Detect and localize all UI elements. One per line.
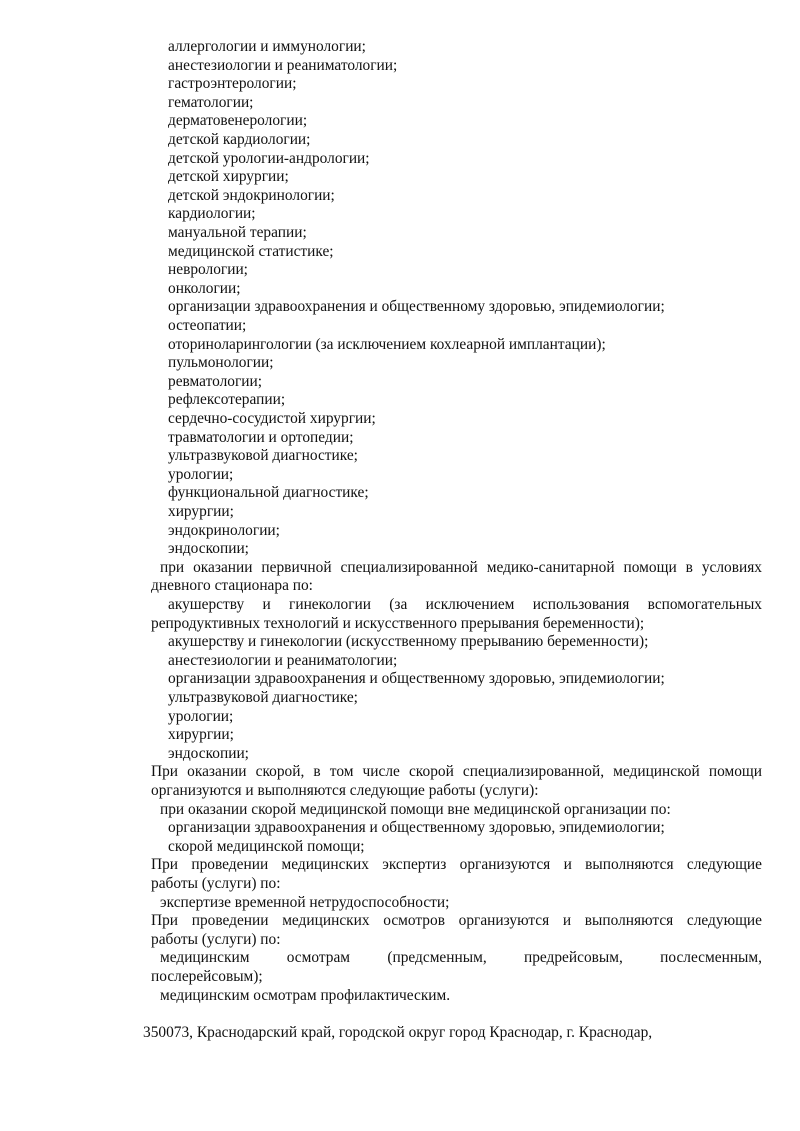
emergency-subheading: при оказании скорой медицинской помощи вне медицинской организации по: bbox=[160, 800, 671, 818]
list-item: хирургии; bbox=[168, 726, 234, 744]
list-item: гастроэнтерологии; bbox=[168, 75, 297, 93]
list-item: экспертизе временной нетрудоспособности; bbox=[160, 893, 450, 911]
list-item: хирургии; bbox=[168, 503, 234, 520]
list-item: медицинским осмотрам профилактическим. bbox=[160, 986, 451, 1004]
list-item: эндокринологии; bbox=[168, 521, 280, 539]
list-item: анестезиологии и реаниматологии; bbox=[168, 56, 398, 74]
list-item: урологии; bbox=[168, 465, 234, 483]
list-item: оториноларингологии (за исключением кохлеарной имплантации); bbox=[168, 335, 606, 353]
expertise-heading: При проведении медицинских экспертиз организуются и выполняются следующие bbox=[151, 856, 762, 874]
list-item: эндоскопии; bbox=[168, 540, 249, 558]
list-item: детской хирургии; bbox=[168, 168, 289, 186]
list-item: акушерству и гинекологии (искусственному прерыванию беременности); bbox=[168, 633, 649, 651]
list-item: эндоскопии; bbox=[168, 744, 249, 762]
list-item: ревматологии; bbox=[168, 372, 263, 390]
address-footer: 350073, Краснодарский край, городской округ город Краснодар, г. Краснодар, bbox=[143, 1024, 653, 1041]
list-item: организации здравоохранения и общественному здоровью, эпидемиологии; bbox=[168, 670, 665, 688]
list-item: аллергологии и иммунологии; bbox=[168, 38, 366, 55]
list-item: кардиологии; bbox=[168, 205, 256, 223]
list-item: пульмонологии; bbox=[168, 354, 274, 372]
list-item-cont: репродуктивных технологий и искусственного прерывания беременности); bbox=[151, 614, 645, 632]
list-item: скорой медицинской помощи; bbox=[168, 837, 365, 855]
exams-heading: При проведении медицинских осмотров организуются и выполняются следующие bbox=[151, 912, 762, 930]
list-item: организации здравоохранения и общественному здоровью, эпидемиологии; bbox=[168, 819, 665, 837]
list-item: урологии; bbox=[168, 707, 234, 725]
list-item: остеопатии; bbox=[168, 317, 247, 334]
emergency-heading: При оказании скорой, в том числе скорой специализированной, медицинской помощи bbox=[151, 763, 762, 781]
list-item: анестезиологии и реаниматологии; bbox=[168, 651, 398, 669]
list-item: онкологии; bbox=[168, 279, 241, 297]
list-item: ультразвуковой диагностике; bbox=[168, 689, 358, 706]
list-item: организации здравоохранения и общественному здоровью, эпидемиологии; bbox=[168, 298, 665, 316]
list-item: ультразвуковой диагностике; bbox=[168, 447, 358, 465]
day-hospital-heading-cont: дневного стационара по: bbox=[151, 577, 313, 595]
list-item: акушерству и гинекологии (за исключением использования вспомогательных bbox=[168, 596, 762, 613]
list-item: медицинской статистике; bbox=[168, 242, 334, 260]
list-item: детской эндокринологии; bbox=[168, 186, 335, 204]
list-item: медицинским осмотрам (предсменным, предрейсовым, послесменным, bbox=[160, 949, 762, 967]
expertise-heading-cont: работы (услуги) по: bbox=[151, 875, 281, 892]
emergency-heading-cont: организуются и выполняются следующие работы (услуги): bbox=[151, 782, 539, 799]
day-hospital-heading: при оказании первичной специализированной медико-санитарной помощи в условиях bbox=[160, 558, 762, 576]
list-item: гематологии; bbox=[168, 93, 254, 111]
list-item: травматологии и ортопедии; bbox=[168, 428, 354, 446]
list-item: рефлексотерапии; bbox=[168, 391, 286, 409]
list-item: функциональной диагностике; bbox=[168, 484, 369, 502]
list-item: сердечно-сосудистой хирургии; bbox=[168, 410, 376, 427]
list-item: детской кардиологии; bbox=[168, 131, 311, 148]
exams-heading-cont: работы (услуги) по: bbox=[151, 930, 281, 948]
list-item: дерматовенерологии; bbox=[168, 112, 308, 130]
list-item-cont: послерейсовым); bbox=[151, 968, 263, 985]
list-item: неврологии; bbox=[168, 261, 248, 279]
list-item: детской урологии-андрологии; bbox=[168, 149, 370, 167]
list-item: мануальной терапии; bbox=[168, 224, 307, 241]
